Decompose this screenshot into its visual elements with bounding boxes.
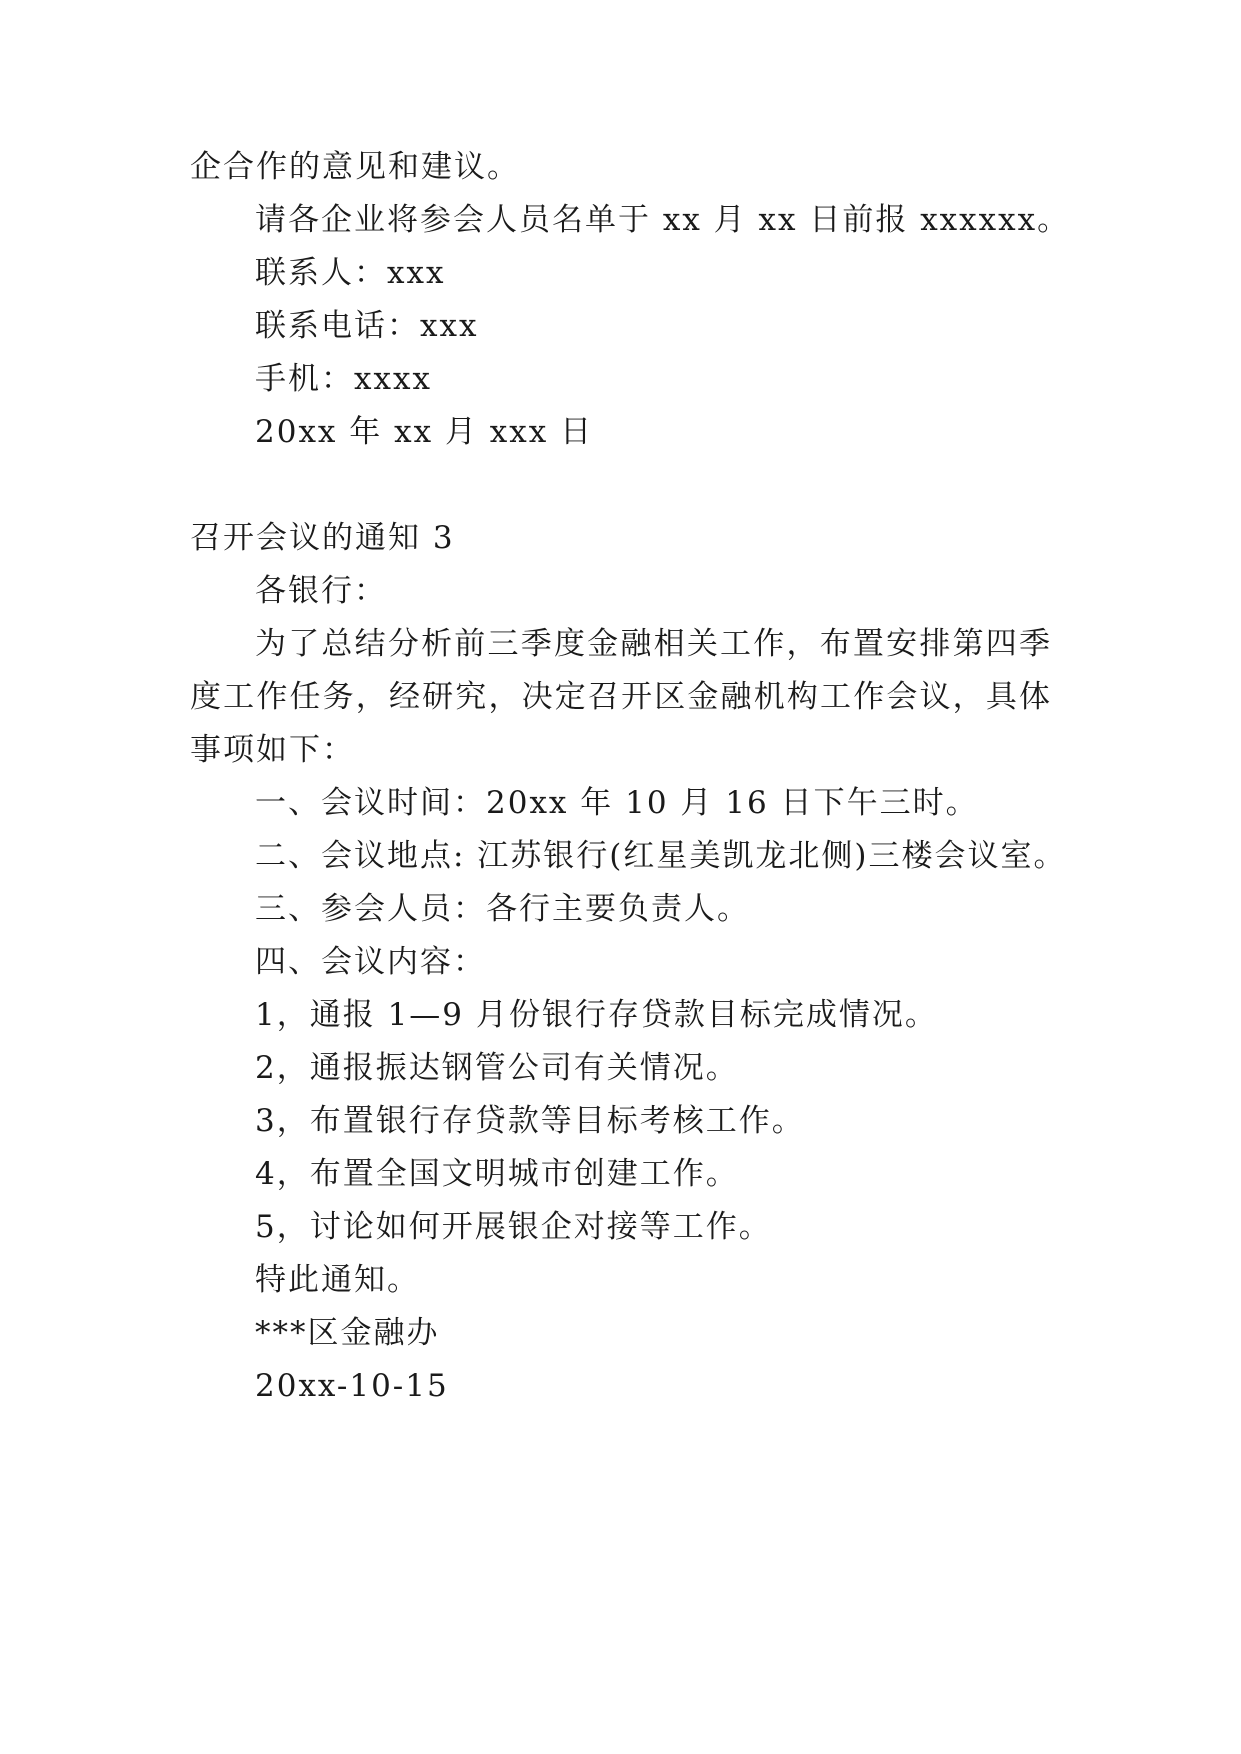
paragraph-line: 请各企业将参会人员名单于 xx 月 xx 日前报 xxxxxx。	[255, 202, 1071, 238]
contact-phone: 联系电话：xxx	[255, 308, 479, 344]
agenda-item: 2，通报振达钢管公司有关情况。	[255, 1050, 739, 1086]
contact-person: 联系人：xxx	[255, 255, 446, 291]
meeting-content-heading: 四、会议内容：	[255, 944, 486, 980]
agenda-item: 5，讨论如何开展银企对接等工作。	[255, 1209, 772, 1245]
signature: ***区金融办	[255, 1315, 440, 1351]
agenda-item: 4，布置全国文明城市创建工作。	[255, 1156, 739, 1192]
salutation: 各银行：	[255, 573, 387, 609]
agenda-item: 3，布置银行存贷款等目标考核工作。	[255, 1103, 805, 1139]
section-heading: 召开会议的通知 3	[190, 520, 455, 556]
meeting-attendees: 三、参会人员：各行主要负责人。	[255, 891, 750, 927]
intro-line: 为了总结分析前三季度金融相关工作，布置安排第四季	[255, 626, 1052, 662]
closing-text: 特此通知。	[255, 1262, 420, 1298]
meeting-location: 二、会议地点: 江苏银行(红星美凯龙北侧)三楼会议室。	[255, 838, 1067, 874]
meeting-time: 一、会议时间：20xx 年 10 月 16 日下午三时。	[255, 785, 979, 821]
intro-line: 事项如下：	[190, 732, 355, 768]
paragraph-line: 企合作的意见和建议。	[190, 149, 520, 185]
mobile-phone: 手机：xxxx	[255, 361, 432, 397]
intro-line: 度工作任务，经研究，决定召开区金融机构工作会议，具体	[190, 679, 1052, 715]
agenda-item: 1，通报 1—9 月份银行存贷款目标完成情况。	[255, 997, 938, 1033]
signature-date: 20xx-10-15	[255, 1368, 449, 1404]
document-date: 20xx 年 xx 月 xxx 日	[255, 414, 594, 450]
